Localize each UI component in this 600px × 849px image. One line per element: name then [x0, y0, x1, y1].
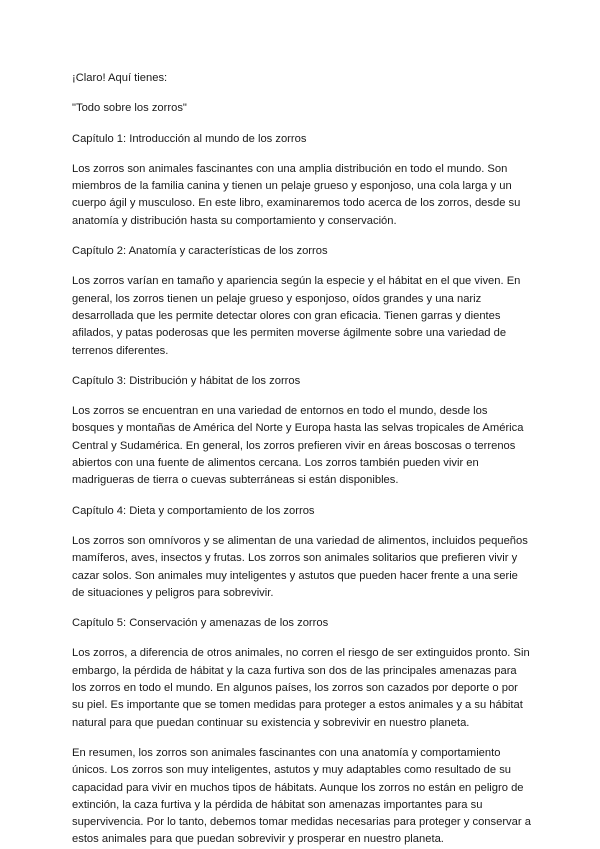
chapter-5-body: Los zorros, a diferencia de otros animales, no corren el riesgo de ser extinguidos pronto. Sin embargo, la pérdida de hábitat y la caza furtiva son dos de las principales amenazas para los zorros en todo el mundo. En algunos países, los zorros son cazados por deporte o por su piel. Es importante que se tomen medidas para proteger a estos animales y a su hábitat natural para que puedan continuar su existencia y sobrevivir en nuestro planeta.	[72, 647, 530, 729]
intro-line: ¡Claro! Aquí tienes:	[72, 72, 168, 84]
chapter-2-body: Los zorros varían en tamaño y apariencia según la especie y el hábitat en el que viven. En general, los zorros tienen un pelaje grueso y esponjoso, oídos grandes y una nariz desarrollada que les permite detectar olores con gran eficacia. Tienen garras y dientes afilados, y patas poderosas que les permiten moverse ágilmente sobre una variedad de terrenos diferentes.	[72, 275, 521, 357]
chapter-3-heading: Capítulo 3: Distribución y hábitat de los zorros	[72, 374, 301, 387]
chapter-3-body: Los zorros se encuentran en una variedad de entornos en todo el mundo, desde los bosques y montañas de América del Norte y Europa hasta las selvas tropicales de América Central y Sudamérica. En general, los zorros prefieren vivir en áreas boscosas o terrenos abiertos con una fuente de alimentos cercana. Los zorros también pueden vivir en madrigueras de tierra o cuevas subterráneas si están disponibles.	[72, 405, 524, 487]
chapter-5-heading: Capítulo 5: Conservación y amenazas de los zorros	[72, 617, 329, 630]
document-content	[72, 70, 532, 849]
chapter-4-body: Los zorros son omnívoros y se alimentan de una variedad de alimentos, incluidos pequeños mamíferos, aves, insectos y frutas. Los zorros son animales solitarios que prefieren vivir y cazar solos. Son animales muy inteligentes y astutos que pueden hacer frente a una serie de situaciones y peligros para sobrevivir.	[72, 534, 528, 599]
conclusion-paragraph: En resumen, los zorros son animales fascinantes con una anatomía y comportamiento únicos. Los zorros son muy inteligentes, astutos y muy adaptables como resultado de su capacidad para vivir en muchos tipos de hábitats. Aunque los zorros no están en peligro de extinción, la caza furtiva y la pérdida de hábitat son amenazas importantes para su supervivencia. Por lo tanto, debemos tomar medidas necesarias para proteger y conservar a estos animales para que puedan sobrevivir y prosperar en nuestro planeta.	[72, 746, 531, 846]
chapter-1-heading: Capítulo 1: Introducción al mundo de los zorros	[72, 132, 307, 145]
chapter-4-heading: Capítulo 4: Dieta y comportamiento de los zorros	[72, 504, 315, 517]
chapter-2-heading: Capítulo 2: Anatomía y características de los zorros	[72, 245, 328, 258]
chapter-1-body: Los zorros son animales fascinantes con una amplia distribución en todo el mundo. Son miembros de la familia canina y tienen un pelaje grueso y esponjoso, una cola larga y un cuerpo ágil y musculoso. En este libro, examinaremos todo acerca de los zorros, desde su anatomía y distribución hasta su comportamiento y conservación.	[72, 162, 521, 227]
document-title: "Todo sobre los zorros"	[72, 102, 187, 115]
